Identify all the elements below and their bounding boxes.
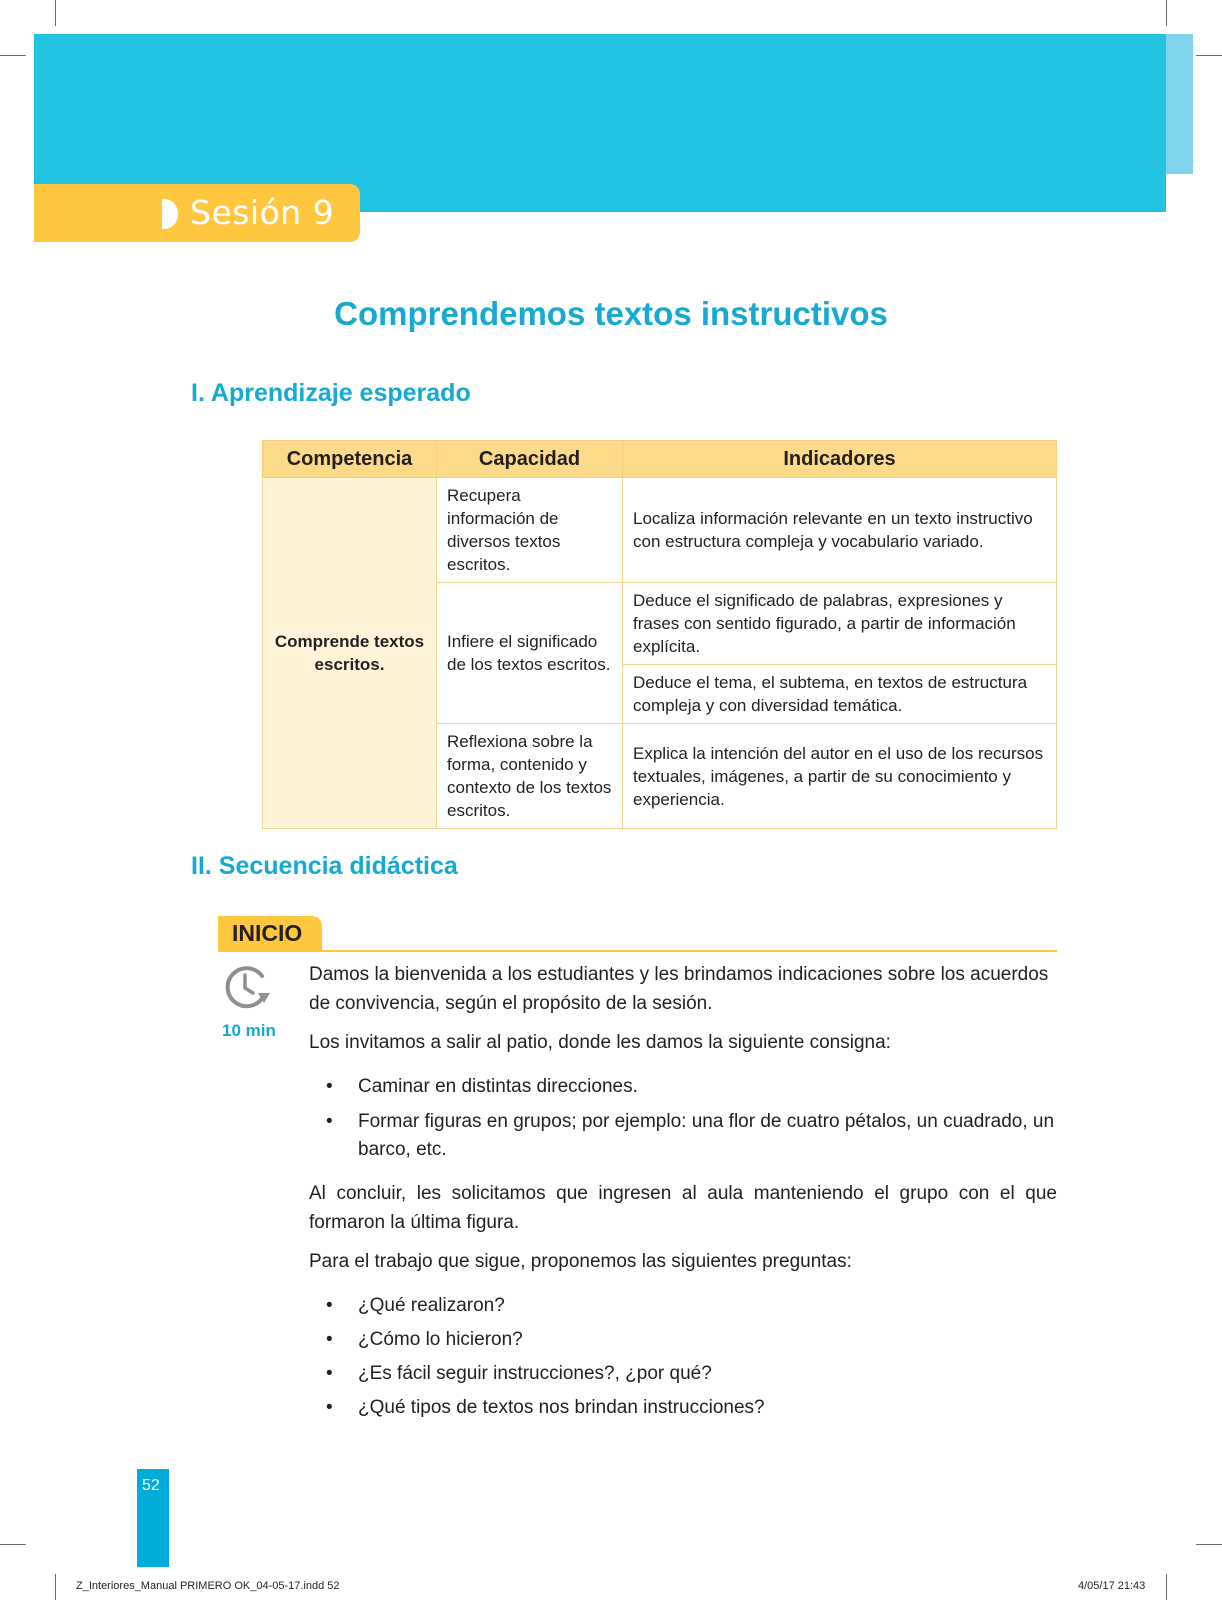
capacity-cell: Reflexiona sobre la forma, contenido y contexto de los textos escritos. [437, 724, 623, 829]
table-row [263, 478, 1057, 583]
bullet-icon: • [326, 1076, 333, 1097]
duration-label: 10 min [222, 1021, 276, 1040]
crop-mark [0, 55, 26, 56]
list-item [326, 1108, 1057, 1165]
crop-mark [1166, 1574, 1167, 1600]
date-slug: 4/05/17 21:43 [1078, 1580, 1146, 1592]
session-label: Sesión 9 [190, 193, 335, 232]
paragraph: Al concluir, les solicitamos que ingresen al aula manteniendo el grupo con el que formaron la última figura. [309, 1183, 1057, 1233]
list-item [326, 1326, 1057, 1355]
paragraph: Damos la bienvenida a los estudiantes y les brindamos indicaciones sobre los acuerdos de convivencia, según el propósito de la sesión. [309, 964, 1049, 1014]
instruction-list [326, 1073, 1057, 1165]
list-item-text: ¿Qué realizaron? [358, 1295, 505, 1316]
list-item-text: Caminar en distintas direcciones. [358, 1076, 638, 1097]
bullet-icon: • [326, 1329, 333, 1350]
crop-mark [0, 1544, 26, 1545]
chevron-right-icon [162, 199, 178, 229]
page-number: 52 [142, 1477, 160, 1494]
column-header-capacidad: Capacidad [437, 441, 623, 478]
crop-mark [55, 1574, 56, 1600]
capacity-cell: Infiere el significado de los textos escritos. [437, 583, 623, 724]
list-item-text: ¿Cómo lo hicieron? [358, 1329, 523, 1350]
bullet-icon: • [326, 1295, 333, 1316]
competence-cell: Comprende textos escritos. [263, 478, 437, 829]
crop-mark [1166, 0, 1167, 26]
list-item [326, 1073, 1057, 1102]
capacity-cell: Recupera información de diversos textos escritos. [437, 478, 623, 583]
bullet-icon: • [326, 1363, 333, 1384]
indicator-cell: Deduce el significado de palabras, expresiones y frases con sentido figurado, a partir de información explícita. [623, 583, 1057, 665]
paragraph: Los invitamos a salir al patio, donde les damos la siguiente consigna: [309, 1032, 891, 1053]
crop-mark [1196, 1544, 1222, 1545]
indicator-cell: Explica la intención del autor en el uso de los recursos textuales, imágenes, a partir de su conocimiento y experiencia. [623, 724, 1057, 829]
bullet-icon: • [326, 1110, 333, 1132]
list-item-text: ¿Es fácil seguir instrucciones?, ¿por qué? [358, 1363, 712, 1384]
header-edge-strip [1166, 34, 1193, 174]
section-heading-aprendizaje: I. Aprendizaje esperado [191, 379, 471, 407]
clock-icon [222, 962, 274, 1010]
inicio-label: INICIO [232, 920, 303, 946]
table-header-row [263, 441, 1057, 478]
list-item [326, 1394, 1057, 1423]
column-header-indicadores: Indicadores [623, 441, 1057, 478]
question-list [326, 1292, 1057, 1423]
paragraph: Para el trabajo que sigue, proponemos las siguientes preguntas: [309, 1251, 852, 1272]
learning-outcomes-table [262, 440, 1057, 829]
list-item [326, 1360, 1057, 1389]
list-item [326, 1292, 1057, 1321]
list-item-text: Formar figuras en grupos; por ejemplo: una flor de cuatro pétalos, un cuadrado, un barco, etc. [358, 1110, 1055, 1160]
crop-mark [55, 0, 56, 26]
list-item-text: ¿Qué tipos de textos nos brindan instrucciones? [358, 1397, 765, 1418]
inicio-divider [322, 950, 1057, 952]
column-header-competencia: Competencia [263, 441, 437, 478]
section-heading-secuencia: II. Secuencia didáctica [191, 852, 458, 880]
indicator-cell: Deduce el tema, el subtema, en textos de estructura compleja y con diversidad temática. [623, 665, 1057, 724]
file-slug: Z_Interiores_Manual PRIMERO OK_04-05-17.indd 52 [76, 1580, 340, 1592]
crop-mark [1196, 55, 1222, 56]
indicator-cell: Localiza información relevante en un texto instructivo con estructura compleja y vocabulario variado. [623, 478, 1057, 583]
bullet-icon: • [326, 1397, 333, 1418]
page-title: Comprendemos textos instructivos [334, 295, 888, 332]
